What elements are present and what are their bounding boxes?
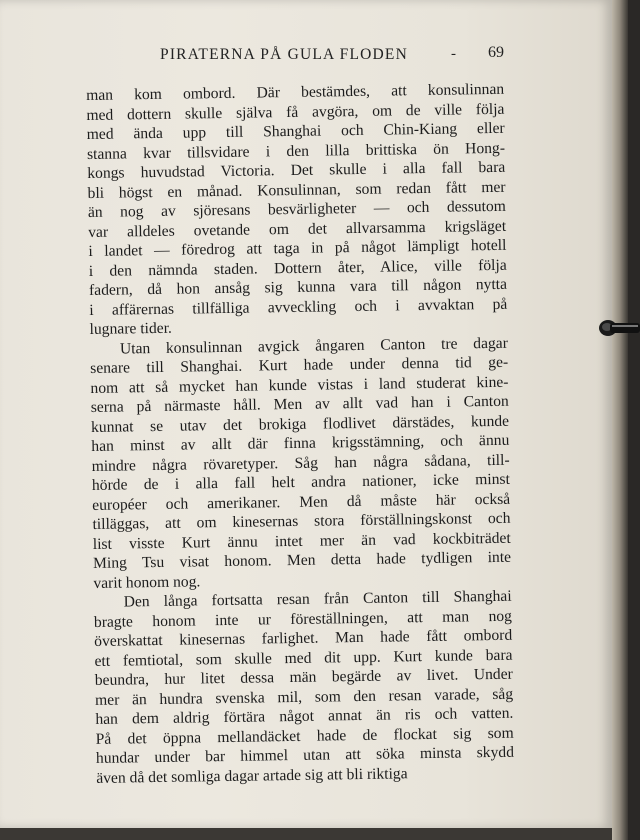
text-line: beundra, hur litet dessa män begärde av livet. Under xyxy=(94,665,513,689)
text-line: kunnat se utav det brokiga flodlivet därstädes, kunde xyxy=(90,412,510,436)
text-line: mer än hundra svenska mil, som den resan varade, såg xyxy=(94,685,514,709)
text-line: i landet — föredrog att taga in på något lämpligt hotell xyxy=(88,236,507,260)
text-line: han minst av allt där finna krigsstämning, och ännu xyxy=(91,431,510,455)
text-line: Den långa fortsatta resan från Canton till Shanghai xyxy=(123,587,512,611)
pen-clip-icon xyxy=(598,318,640,338)
text-line: överskattat kinesernas farlighet. Man hade fått ombord xyxy=(94,626,513,650)
page-edge xyxy=(612,0,628,840)
text-line: hörde de i alla fall helt andra nationer, icke minst xyxy=(91,470,511,494)
text-line: med ända upp till Shanghai och Chin-Kiang eller xyxy=(86,119,505,143)
text-line: tilläggas, att om kinesernas stora förställningskonst och xyxy=(92,509,511,533)
text-line: han dem aldrig förtära något annat än ris och vatten. xyxy=(95,704,514,728)
text-line: med dottern skulle själva få avgöra, om de ville följa xyxy=(86,100,505,124)
text-line: bli högst en månad. Konsulinnan, som redan fått mer xyxy=(87,178,506,202)
text-line: nom att så mycket han kunde vistas i land studerat kine- xyxy=(90,373,509,397)
text-line: list visste Kurt ännu intet mer än vad kockbiträdet xyxy=(92,529,511,553)
text-line: fadern, då hon ansåg sig kunna vara till någon nytta xyxy=(88,275,508,299)
text-line: var alldeles ovetande om det allvarsamma krigsläget xyxy=(88,217,507,241)
text-line: ett femtiotal, som skulle med dit upp. Kurt kunde bara xyxy=(94,646,513,670)
text-line: Utan konsulinnan avgick ångaren Canton tre dagar xyxy=(119,334,508,358)
text-line: stanna kvar tillsvidare i den lilla brittiska ön Hong- xyxy=(86,139,506,163)
running-title: PIRATERNA PÅ GULA FLODEN xyxy=(160,46,408,63)
header-separator: - xyxy=(451,46,456,62)
paragraph xyxy=(86,80,508,340)
text-line: På det öppna mellandäcket hade de flockat sig som xyxy=(95,724,514,748)
text-line: senare till Shanghai. Kurt hade under denna tid ge- xyxy=(90,353,509,377)
text-line: än nog av sjöresans besvärligheter — och dessutom xyxy=(87,197,506,221)
text-line: kongs huvudstad Victoria. Det skulle i alla fall bara xyxy=(87,158,506,182)
text-line: varit honom nog. xyxy=(93,572,201,592)
page-number: 69 xyxy=(488,44,504,61)
scanner-bed xyxy=(0,828,612,840)
body-text xyxy=(86,80,514,788)
text-line: man kom ombord. Där bestämdes, att konsulinnan xyxy=(86,80,505,104)
text-line: lugnare tider. xyxy=(89,319,173,338)
text-line: även då det somliga dagar artade sig att bli riktiga xyxy=(96,764,408,787)
text-line: serna på närmaste håll. Men av allt vad han i Canton xyxy=(90,392,509,416)
text-line: i den nämnda staden. Dottern åter, Alice, ville följa xyxy=(88,256,507,280)
text-line: hundar under bar himmel utan att söka minsta skydd xyxy=(95,743,515,767)
text-line: Ming Tsu visat honom. Men detta hade tydligen inte xyxy=(92,548,512,572)
text-line: européer och amerikaner. Men då måste här också xyxy=(92,490,511,514)
paragraph xyxy=(90,333,512,593)
text-line: bragte honom inte ur föreställningen, att man nog xyxy=(93,607,513,631)
text-line: mindre några rövaretyper. Såg han några sådana, till- xyxy=(91,451,510,475)
text-line: i affärernas tillfälliga avveckling och i avvaktan på xyxy=(89,295,508,319)
paragraph xyxy=(94,587,515,788)
